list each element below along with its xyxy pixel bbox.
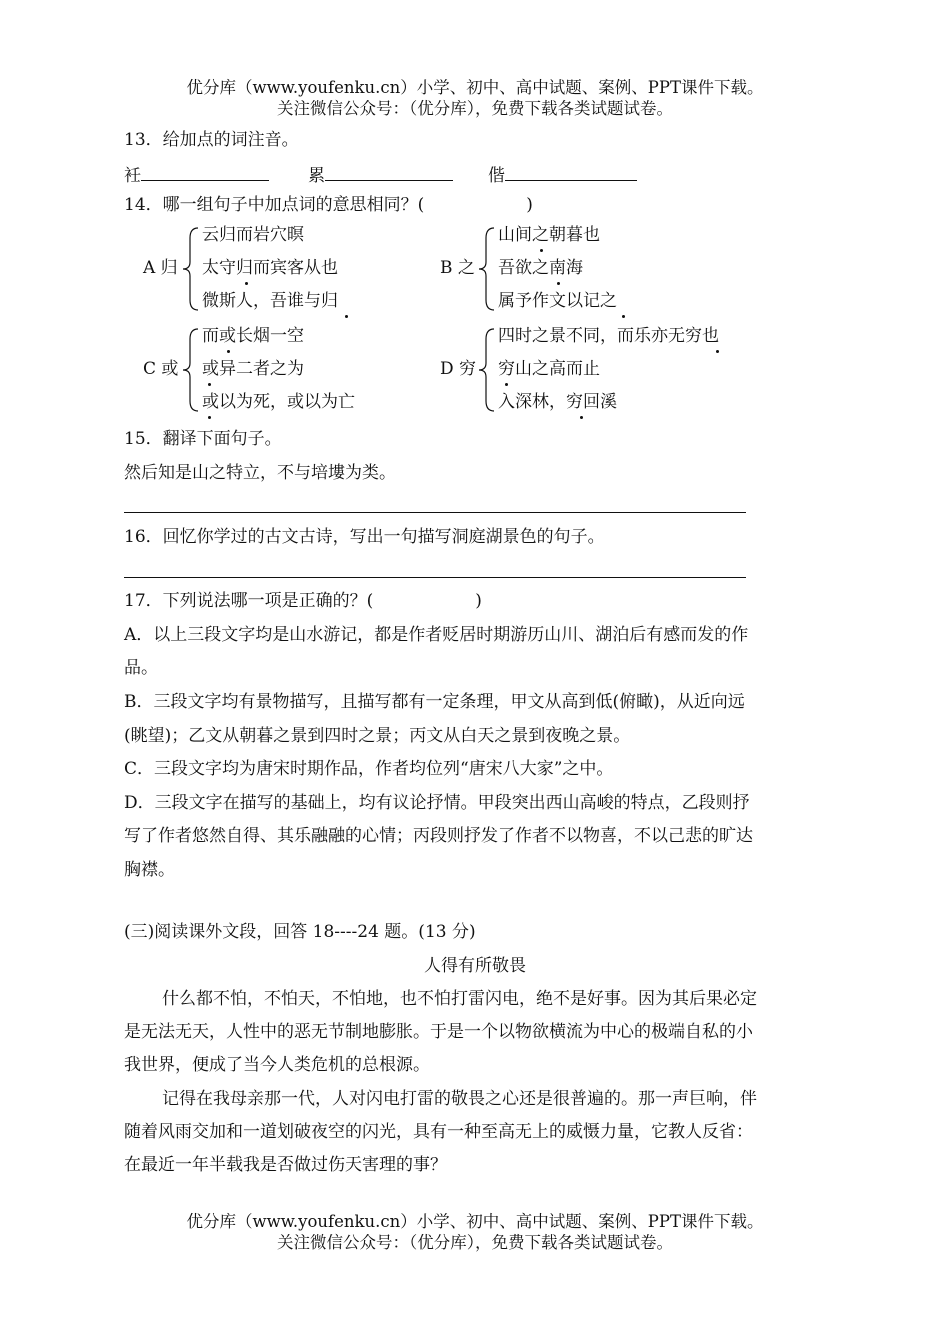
article-title: 人得有所敬畏: [424, 956, 526, 976]
q13-title: 13．给加点的词注音。: [124, 130, 299, 150]
q13-item-3: [488, 162, 637, 187]
q14-d-line-1: 四时之景不同，而乐亦无穷也: [498, 326, 719, 346]
q17-option-b-1: B．三段文字均有景物描写，且描写都有一定条理，甲文从高到低(俯瞰)，从近向远: [124, 692, 745, 712]
article-p2-line-3: 在最近一年半载我是否做过伤天害理的事？: [124, 1155, 447, 1175]
q14-group-c-label: C 或: [143, 359, 179, 379]
emphasis-dot: [580, 416, 583, 419]
q17-option-b-2: (眺望)；乙文从朝暮之景到四时之景；丙文从白天之景到夜晚之景。: [124, 726, 631, 746]
emphasis-dot: [208, 416, 211, 419]
article-p1-line-2: 是无法无天，人性中的恶无节制地膨胀。于是一个以物欲横流为中心的极端自私的小: [124, 1022, 753, 1042]
q16-title: 16．回忆你学过的古文古诗，写出一句描写洞庭湖景色的句子。: [124, 527, 605, 547]
emphasis-dot: [557, 282, 560, 285]
article-p1-line-3: 我世界，便成了当今人类危机的总根源。: [124, 1055, 430, 1075]
footer-line-1: 优分库（www.youfenku.cn）小学、初中、高中试题、案例、PPT课件下载。: [186, 1212, 764, 1231]
q14-group-d-brace: [478, 327, 496, 413]
q17-option-d-3: 胸襟。: [124, 860, 175, 880]
q14-b-line-1: 山间之朝暮也: [498, 225, 600, 245]
emphasis-dot: [345, 315, 348, 318]
q14-a-line-3: 微斯人，吾谁与归: [202, 291, 338, 311]
emphasis-dot: [622, 315, 625, 318]
emphasis-dot: [540, 249, 543, 252]
q14-a-line-1: 云归而岩穴暝: [202, 225, 304, 245]
q15-sentence: 然后知是山之特立，不与培塿为类。: [124, 463, 396, 483]
q14-group-d-label: D 穷: [440, 359, 477, 379]
section-3-heading: (三)阅读课外文段，回答 18----24 题。(13 分): [124, 922, 476, 942]
article-p2-line-2: 随着风雨交加和一道划破夜空的闪光，具有一种至高无上的威慑力量，它教人反省：: [124, 1122, 753, 1142]
q14-group-b-label: B 之: [440, 258, 475, 278]
header-line-1: 优分库（www.youfenku.cn）小学、初中、高中试题、案例、PPT课件下载。: [186, 78, 764, 97]
q13-item-1: [124, 162, 269, 187]
q15-title: 15．翻译下面句子。: [124, 429, 282, 449]
q14-c-line-3: 或以为死，或以为亡: [202, 392, 355, 412]
q13-item-2-label: 累: [308, 166, 325, 186]
emphasis-dot: [245, 282, 248, 285]
q14-group-a-brace: [182, 226, 200, 312]
emphasis-dot: [505, 383, 508, 386]
q14-d-line-3: 入深林，穷回溪: [498, 392, 617, 412]
q17-option-d-2: 写了作者悠然自得、其乐融融的心情；丙段则抒发了作者不以物喜，不以己悲的旷达: [124, 826, 753, 846]
q13-item-2-blank[interactable]: [325, 162, 453, 181]
q14-group-b-brace: [478, 226, 496, 312]
q17-option-a-2: 品。: [124, 658, 158, 678]
q17-title: 17．下列说法哪一项是正确的？( ): [124, 591, 482, 611]
q14-group-a-label: A 归: [143, 258, 178, 278]
q15-answer-line[interactable]: [124, 512, 746, 513]
emphasis-dot: [227, 350, 230, 353]
q14-b-line-3: 属予作文以记之: [498, 291, 617, 311]
q14-d-line-2: 穷山之高而止: [498, 359, 600, 379]
q14-a-line-2: 太守归而宾客从也: [202, 258, 338, 278]
q13-item-2: [308, 162, 453, 187]
q13-item-3-blank[interactable]: [505, 162, 637, 181]
q17-option-c-1: C．三段文字均为唐宋时期作品，作者均位列“唐宋八大家”之中。: [124, 759, 614, 779]
article-p2-line-1: 记得在我母亲那一代，人对闪电打雷的敬畏之心还是很普遍的。那一声巨响，伴: [162, 1089, 757, 1109]
q14-c-line-2: 或异二者之为: [202, 359, 304, 379]
q13-item-1-blank[interactable]: [141, 162, 269, 181]
q17-option-a-1: A．以上三段文字均是山水游记，都是作者贬居时期游历山川、湖泊后有感而发的作: [124, 625, 749, 645]
q14-title: 14．哪一组句子中加点词的意思相同？( ): [124, 195, 533, 215]
q14-group-c-brace: [182, 327, 200, 413]
q14-c-line-1: 而或长烟一空: [202, 326, 304, 346]
emphasis-dot: [208, 383, 211, 386]
header-line-2: 关注微信公众号：（优分库），免费下载各类试题试卷。: [277, 99, 673, 118]
article-p1-line-1: 什么都不怕，不怕天，不怕地，也不怕打雷闪电，绝不是好事。因为其后果必定: [162, 989, 757, 1009]
q17-option-d-1: D．三段文字在描写的基础上，均有议论抒情。甲段突出西山高峻的特点，乙段则抒: [124, 793, 750, 813]
q13-item-3-label: 偕: [488, 166, 505, 186]
footer-line-2: 关注微信公众号：（优分库），免费下载各类试题试卷。: [277, 1233, 673, 1252]
q14-b-line-2: 吾欲之南海: [498, 258, 583, 278]
q16-answer-line[interactable]: [124, 577, 746, 578]
emphasis-dot: [716, 350, 719, 353]
q13-item-1-label: 衽: [124, 166, 141, 186]
